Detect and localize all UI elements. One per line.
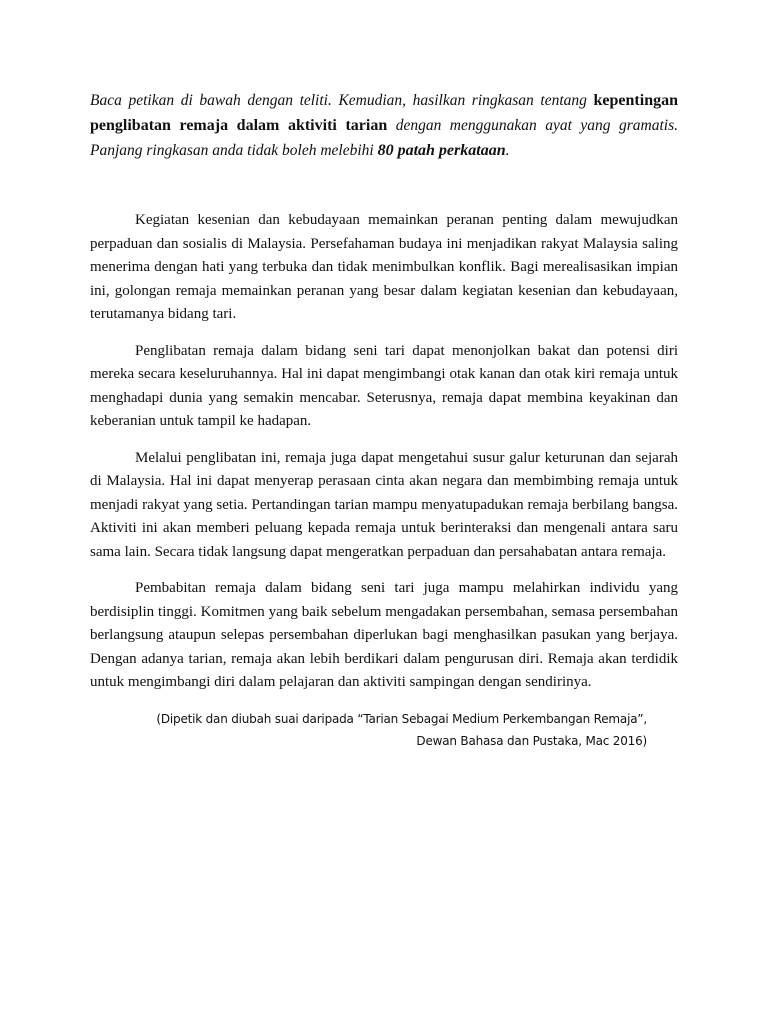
passage-paragraph-1: Kegiatan kesenian dan kebudayaan memainkan peranan penting dalam mewujudkan perpaduan dan sosialis di Malaysia. Persefahaman budaya ini menjadikan rakyat Malaysia saling menerima dengan hati yang terbuka dan tidak menimbulkan konflik. Bagi merealisasikan impian ini, golongan remaja memainkan peranan yang besar dalam kegiatan kesenian dan kebudayaan, terutamanya bidang tari. <box>90 212 678 322</box>
source-citation <box>90 708 678 752</box>
instruction-part2: dengan menggunakan ayat yang gramatis. Panjang ringkasan anda tidak boleh melebihi <box>90 117 678 159</box>
passage-paragraph-2: Penglibatan remaja dalam bidang seni tari dapat menonjolkan bakat dan potensi diri mereka secara keseluruhannya. Hal ini dapat mengimbangi otak kanan dan otak kiri remaja untuk menghadapi dunia yang semakin mencabar. Seterusnya, remaja dapat membina keyakinan dan keberanian untuk tampil ke hadapan. <box>90 342 678 429</box>
instruction-text <box>90 88 678 163</box>
passage-paragraph-4: Pembabitan remaja dalam bidang seni tari juga mampu melahirkan individu yang berdisiplin tinggi. Komitmen yang baik sebelum mengadakan persembahan, semasa persembahan berlangsung ataupun selepas persembahan diperlukan bagi menghasilkan pasukan yang berjaya. Dengan adanya tarian, remaja akan lebih berdikari dalam pengurusan diri. Remaja akan terdidik untuk mengimbangi diri dalam pelajaran dan aktiviti sampingan dengan sendirinya. <box>90 580 678 690</box>
instruction-word-limit: 80 patah perkataan <box>377 142 506 159</box>
passage <box>90 209 678 695</box>
passage-paragraph-3: Melalui penglibatan ini, remaja juga dapat mengetahui susur galur keturunan dan sejarah di Malaysia. Hal ini dapat menyerap perasaan cinta akan negara dan membimbing remaja untuk menjadi rakyat yang setia. Pertandingan tarian mampu menyatupadukan remaja berbilang bangsa. Aktiviti ini akan memberi peluang kepada remaja untuk berinteraksi dan mengenali antara saru sama lain. Secara tidak langsung dapat mengeratkan perpaduan dan persahabatan antara remaja. <box>90 449 678 560</box>
source-line-1: (Dipetik dan diubah suai daripada “Tarian Sebagai Medium Perkembangan Remaja”, <box>156 711 647 726</box>
instruction-part1: Baca petikan di bawah dengan teliti. Kemudian, hasilkan ringkasan tentang <box>90 92 594 109</box>
instruction-topic: kepentingan penglibatan remaja dalam aktiviti tarian <box>90 92 678 134</box>
document-page <box>90 88 678 752</box>
source-line-2: Dewan Bahasa dan Pustaka, Mac 2016) <box>416 733 647 748</box>
instruction-end: . <box>505 142 510 159</box>
